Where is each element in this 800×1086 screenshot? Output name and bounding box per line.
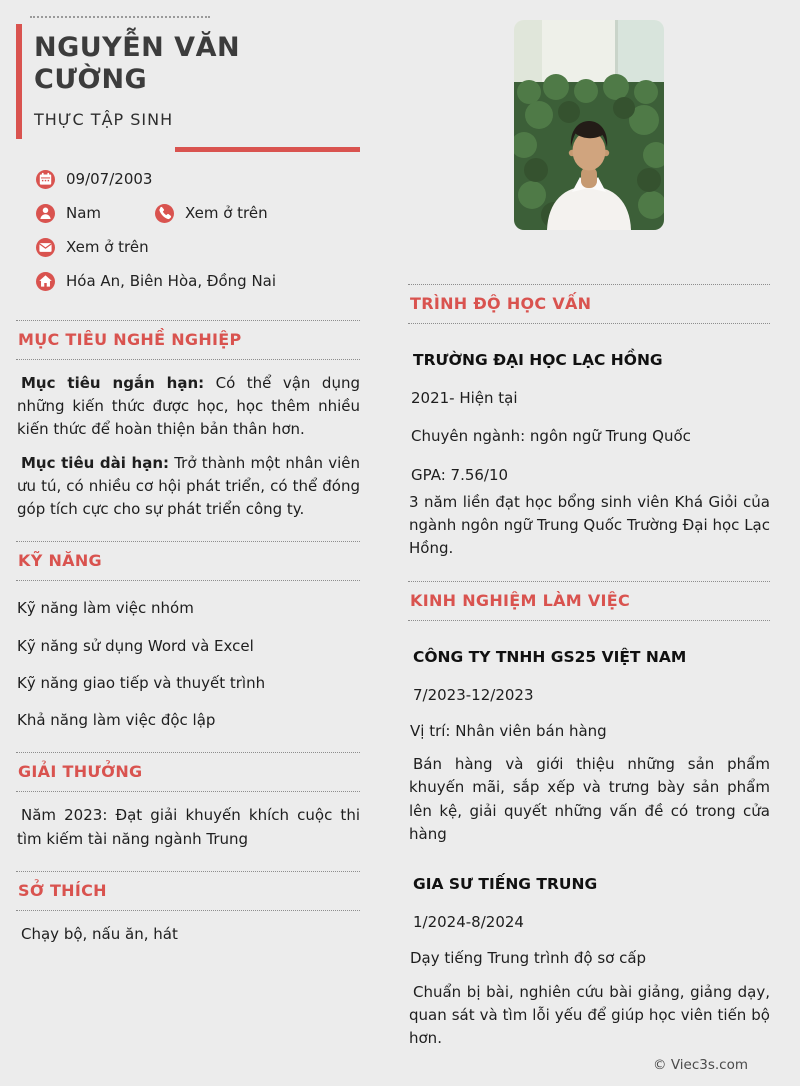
education-note: 3 năm liền đạt học bổng sinh viên Khá Giỏi của ngành ngôn ngữ Trung Quốc Trường Đại học Lạc Hồng.: [409, 492, 770, 558]
education-period: 2021- Hiện tại: [411, 389, 518, 408]
accent-bar: [175, 147, 360, 152]
objective-short-text: Có thể vận dụng những kiến thức được học, học thêm nhiều kiến thức để hoàn thiện bản thân hơn.: [17, 373, 360, 439]
footer-credit: © Viec3s.com: [653, 1057, 748, 1073]
section-experience: [408, 581, 770, 1051]
section-awards: [16, 752, 360, 851]
job-entry: [409, 645, 770, 847]
gender-icon: [36, 204, 55, 223]
objective-long-text: Trở thành một nhân viên ưu tú, có nhiều cơ hội phát triển, có thể đóng góp tích cực cho sự phát triển công ty.: [17, 453, 360, 519]
contact-email-row: [36, 238, 360, 257]
contact-birthday-row: [36, 170, 360, 189]
contact-gender-phone-row: [36, 204, 360, 223]
objective-body: [16, 360, 360, 522]
experience-heading: KINH NGHIỆM LÀM VIỆC: [408, 581, 770, 621]
experience-body: [408, 621, 770, 1051]
candidate-job-title: THỰC TẬP SINH: [34, 109, 174, 129]
job-description: Chuẩn bị bài, nghiên cứu bài giảng, giảng dạy, quan sát và tìm lỗi yếu để giúp học viên tiến bộ hơn.: [409, 982, 770, 1048]
skills-body: [16, 581, 360, 732]
decor-dotted-line: [30, 16, 210, 18]
hobbies-body: [16, 911, 360, 946]
candidate-name: NGUYỄN VĂN CƯỜNG: [34, 32, 241, 96]
job-company: CÔNG TY TNHH GS25 VIỆT NAM: [413, 647, 687, 666]
gender-value: Nam: [66, 204, 102, 223]
contact-email: [36, 238, 149, 257]
photo-wrapper: [408, 20, 770, 230]
address-value: Hóa An, Biên Hòa, Đồng Nai: [66, 272, 277, 291]
email-value: Xem ở trên: [66, 238, 149, 257]
objective-heading: MỤC TIÊU NGHỀ NGHIỆP: [16, 320, 360, 360]
education-major: Chuyên ngành: ngôn ngữ Trung Quốc: [411, 427, 691, 446]
objective-short-label: Mục tiêu ngắn hạn:: [21, 373, 205, 392]
education-school: TRƯỜNG ĐẠI HỌC LẠC HỒNG: [413, 351, 663, 369]
job-position: Vị trí: Nhân viên bán hàng: [410, 721, 607, 740]
awards-text: Năm 2023: Đạt giải khuyến khích cuộc thi tìm kiếm tài năng ngành Trung: [17, 806, 360, 848]
section-education: [408, 284, 770, 561]
objective-long-label: Mục tiêu dài hạn:: [21, 453, 170, 472]
contact-list: [16, 170, 360, 291]
objective-long-paragraph: [17, 452, 360, 522]
section-hobbies: [16, 871, 360, 946]
skills-heading: KỸ NĂNG: [16, 541, 360, 581]
skill-item: Kỹ năng giao tiếp và thuyết trình: [17, 673, 266, 692]
job-entry: [409, 872, 770, 1050]
calendar-icon: [36, 170, 55, 189]
contact-address-row: [36, 272, 360, 291]
job-period: 1/2024-8/2024: [413, 913, 524, 932]
education-body: [408, 324, 770, 561]
skill-item: Khả năng làm việc độc lập: [17, 711, 216, 730]
right-column: [408, 14, 770, 1050]
profile-photo: [514, 20, 664, 230]
contact-birthday: [36, 170, 152, 189]
birthday-value: 09/07/2003: [66, 170, 153, 189]
phone-icon: [155, 204, 174, 223]
left-column: [16, 14, 360, 1050]
section-objective: [16, 320, 360, 522]
job-position: Dạy tiếng Trung trình độ sơ cấp: [410, 949, 647, 968]
phone-value: Xem ở trên: [185, 204, 268, 223]
hobbies-text: Chạy bộ, nấu ăn, hát: [21, 924, 178, 943]
education-heading: TRÌNH ĐỘ HỌC VẤN: [408, 284, 770, 324]
section-skills: [16, 541, 360, 732]
skill-item: Kỹ năng làm việc nhóm: [17, 599, 194, 618]
job-description: Bán hàng và giới thiệu những sản phẩm khuyến mãi, sắp xếp và trưng bày sản phẩm lên kệ, giải quyết những vấn đề có trong cửa hàng: [409, 755, 770, 843]
email-icon: [36, 238, 55, 257]
contact-gender: [36, 204, 155, 223]
awards-body: [16, 792, 360, 851]
objective-short-paragraph: [17, 372, 360, 442]
job-company: GIA SƯ TIẾNG TRUNG: [413, 875, 598, 894]
contact-address: [36, 272, 276, 291]
job-period: 7/2023-12/2023: [413, 685, 534, 704]
home-icon: [36, 272, 55, 291]
hobbies-heading: SỞ THÍCH: [16, 871, 360, 911]
header-block: [16, 24, 360, 139]
education-gpa: GPA: 7.56/10: [411, 465, 509, 484]
contact-phone: [155, 204, 268, 223]
skill-item: Kỹ năng sử dụng Word và Excel: [17, 636, 254, 655]
awards-heading: GIẢI THƯỞNG: [16, 752, 360, 792]
